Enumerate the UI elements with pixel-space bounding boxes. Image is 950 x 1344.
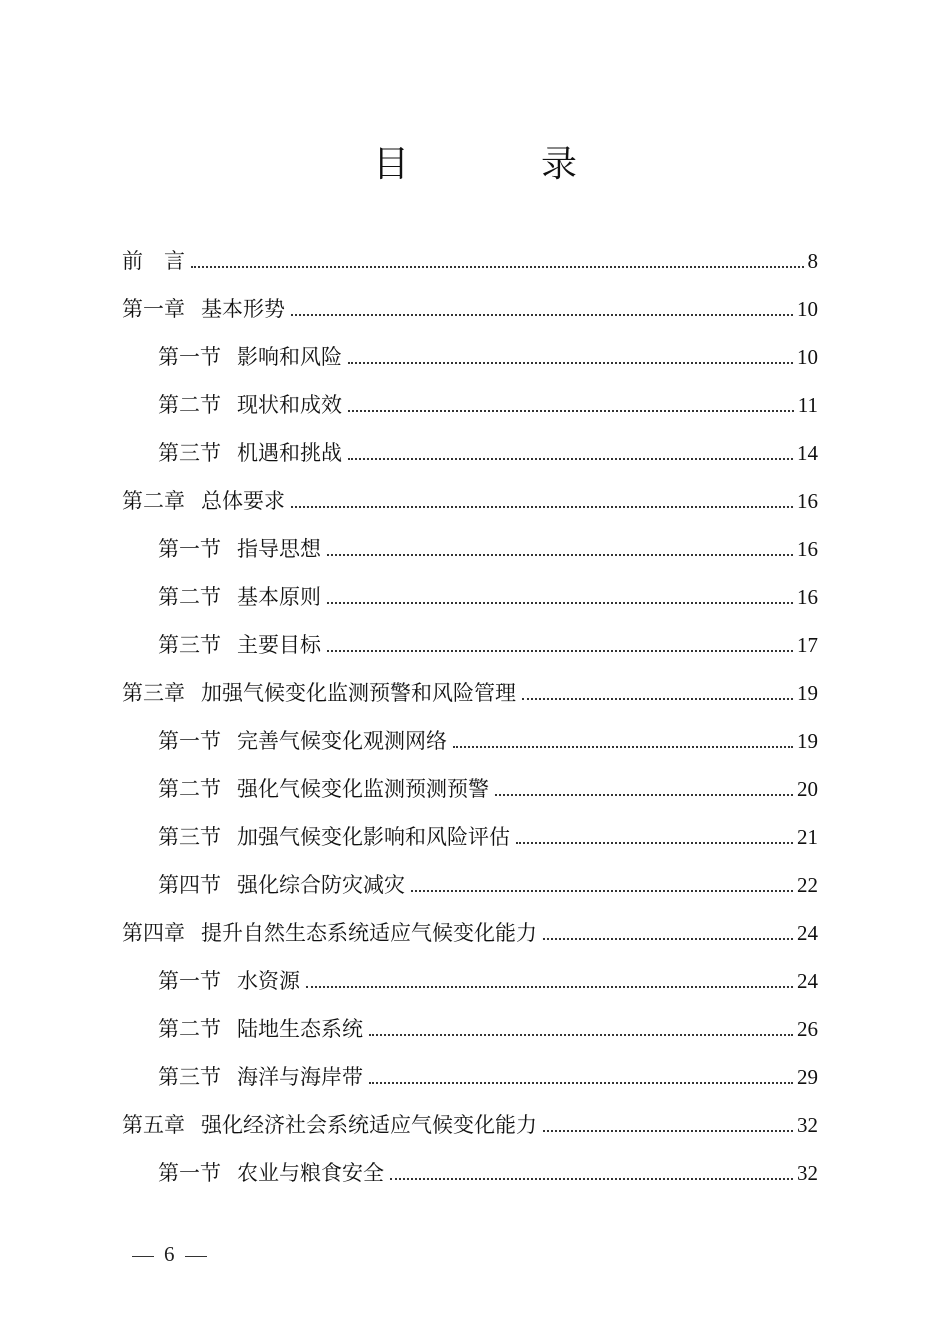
- toc-page-number: 10: [797, 297, 818, 321]
- toc-page-number: 16: [797, 489, 818, 513]
- toc-entry-title: 基本原则: [237, 585, 321, 609]
- toc-page-number: 24: [797, 969, 818, 993]
- toc-entry-title: 主要目标: [237, 633, 321, 657]
- toc-entry-label: [122, 1110, 537, 1140]
- toc-entry-number: 第四节: [158, 873, 221, 897]
- dot-leader: [348, 458, 793, 460]
- toc-entry-label: [158, 582, 321, 612]
- dot-leader: [291, 506, 793, 508]
- toc-entry-label: [158, 390, 342, 420]
- toc-entry-section[interactable]: [158, 582, 818, 612]
- toc-page-number: 21: [797, 825, 818, 849]
- toc-entry-section[interactable]: [158, 342, 818, 372]
- dot-leader: [348, 362, 793, 364]
- toc-entry-title: 水资源: [237, 969, 300, 993]
- toc-entry-number: 第一节: [158, 729, 221, 753]
- toc-entry-label: [158, 822, 510, 852]
- toc-entry-title: 加强气候变化影响和风险评估: [237, 825, 510, 849]
- toc-entry-number: 第三节: [158, 633, 221, 657]
- toc-entry-label: [158, 1158, 384, 1188]
- toc-page-number: 19: [797, 681, 818, 705]
- toc-entry-section[interactable]: [158, 870, 818, 900]
- toc-entry-label: [122, 918, 537, 948]
- toc-entry-section[interactable]: [158, 390, 818, 420]
- toc-entry-title: 机遇和挑战: [237, 441, 342, 465]
- toc-entry-label: [122, 294, 285, 324]
- toc-entry-label: [158, 1062, 363, 1092]
- toc-entry-number: 第二节: [158, 585, 221, 609]
- toc-entry-section[interactable]: [158, 822, 818, 852]
- toc-entry-title: 影响和风险: [237, 345, 342, 369]
- dot-leader: [453, 746, 793, 748]
- toc-entry-number: 第一章: [122, 297, 185, 321]
- toc-entry-section[interactable]: [158, 438, 818, 468]
- toc-entry-number: 第五章: [122, 1113, 185, 1137]
- toc-entry-title: 强化综合防灾减灾: [237, 873, 405, 897]
- toc-entry-number: 第二章: [122, 489, 185, 513]
- toc-entry-label: [122, 678, 516, 708]
- toc-entry-chapter[interactable]: [122, 294, 818, 324]
- dot-leader: [390, 1178, 793, 1180]
- dot-leader: [327, 602, 793, 604]
- toc-entry-chapter[interactable]: [122, 918, 818, 948]
- dot-leader: [191, 266, 804, 268]
- toc-entry-number: 第三节: [158, 1065, 221, 1089]
- dot-leader: [543, 1130, 793, 1132]
- toc-entry-number: 第四章: [122, 921, 185, 945]
- toc-entry-number: 第一节: [158, 969, 221, 993]
- toc-entry-number: 第二节: [158, 777, 221, 801]
- footer-dash-right: [185, 1256, 207, 1257]
- toc-entry-number: 第一节: [158, 345, 221, 369]
- toc-entry-title: 指导思想: [237, 537, 321, 561]
- footer-page-number: 6: [164, 1242, 175, 1266]
- toc-entry-title: 强化经济社会系统适应气候变化能力: [201, 1113, 537, 1137]
- toc-entry-section[interactable]: [158, 774, 818, 804]
- toc-entry-title: 提升自然生态系统适应气候变化能力: [201, 921, 537, 945]
- toc-entry-section[interactable]: [158, 1158, 818, 1188]
- toc-page-number: 20: [797, 777, 818, 801]
- toc-page-number: 22: [797, 873, 818, 897]
- toc-page-number: 32: [797, 1161, 818, 1185]
- toc-entry-title: 完善气候变化观测网络: [237, 729, 447, 753]
- dot-leader: [369, 1034, 793, 1036]
- toc-entry-section[interactable]: [158, 966, 818, 996]
- toc-page-number: 16: [797, 537, 818, 561]
- dot-leader: [327, 554, 793, 556]
- dot-leader: [411, 890, 793, 892]
- toc-page-number: 11: [797, 393, 818, 417]
- toc-entry-number: 第一节: [158, 1161, 221, 1185]
- toc-entry-label: [158, 438, 342, 468]
- toc-entry-label: [158, 1014, 363, 1044]
- toc-entry-label: [158, 534, 321, 564]
- toc-entry-section[interactable]: [158, 630, 818, 660]
- toc-entry-title: 强化气候变化监测预测预警: [237, 777, 489, 801]
- toc-entry-section[interactable]: [158, 534, 818, 564]
- toc-page-number: 14: [797, 441, 818, 465]
- dot-leader: [495, 794, 793, 796]
- toc-page-number: 19: [797, 729, 818, 753]
- toc-entry-number: 第一节: [158, 537, 221, 561]
- toc-page-number: 16: [797, 585, 818, 609]
- toc-entry-chapter[interactable]: [122, 1110, 818, 1140]
- toc-entry-title: 加强气候变化监测预警和风险管理: [201, 681, 516, 705]
- toc-entry-label: [158, 966, 300, 996]
- toc-entry-title: 陆地生态系统: [237, 1017, 363, 1041]
- dot-leader: [291, 314, 793, 316]
- toc-entry-section[interactable]: [158, 1014, 818, 1044]
- toc-entry-number: 第三节: [158, 441, 221, 465]
- toc-entry-preface[interactable]: [122, 246, 818, 276]
- dot-leader: [327, 650, 793, 652]
- toc-page-number: 32: [797, 1113, 818, 1137]
- toc-entry-title: 基本形势: [201, 297, 285, 321]
- toc-page-number: 10: [797, 345, 818, 369]
- toc-entry-label: [158, 630, 321, 660]
- toc-entry-label: [158, 774, 489, 804]
- toc-entry-number: 第三节: [158, 825, 221, 849]
- toc-entry-label: [158, 870, 405, 900]
- toc-entry-title: 农业与粮食安全: [237, 1161, 384, 1185]
- toc-page-number: 8: [807, 249, 818, 273]
- toc-entry-number: 第二节: [158, 393, 221, 417]
- toc-entry-number: 第二节: [158, 1017, 221, 1041]
- dot-leader: [369, 1082, 793, 1084]
- dot-leader: [348, 410, 794, 412]
- dot-leader: [516, 842, 793, 844]
- footer-dash-left: [132, 1256, 154, 1257]
- toc-entry-section[interactable]: [158, 1062, 818, 1092]
- toc-entry-chapter[interactable]: [122, 678, 818, 708]
- toc-entry-number: 第三章: [122, 681, 185, 705]
- toc-entry-title: 海洋与海岸带: [237, 1065, 363, 1089]
- toc-page-number: 26: [797, 1017, 818, 1041]
- page-title: 目 录: [372, 144, 625, 185]
- toc-entry-label: [158, 726, 447, 756]
- toc-preface-label: 前 言: [122, 249, 185, 273]
- dot-leader: [543, 938, 793, 940]
- toc-page-number: 29: [797, 1065, 818, 1089]
- dot-leader: [306, 986, 793, 988]
- page-footer: [122, 1242, 217, 1267]
- toc-entry-label: [122, 486, 285, 516]
- toc-page-number: 24: [797, 921, 818, 945]
- toc-entry-title: 总体要求: [201, 489, 285, 513]
- toc-entry-label: [158, 342, 342, 372]
- dot-leader: [522, 698, 793, 700]
- toc-entry-title: 现状和成效: [237, 393, 342, 417]
- toc-entry-section[interactable]: [158, 726, 818, 756]
- toc-page-number: 17: [797, 633, 818, 657]
- toc-entry-chapter[interactable]: [122, 486, 818, 516]
